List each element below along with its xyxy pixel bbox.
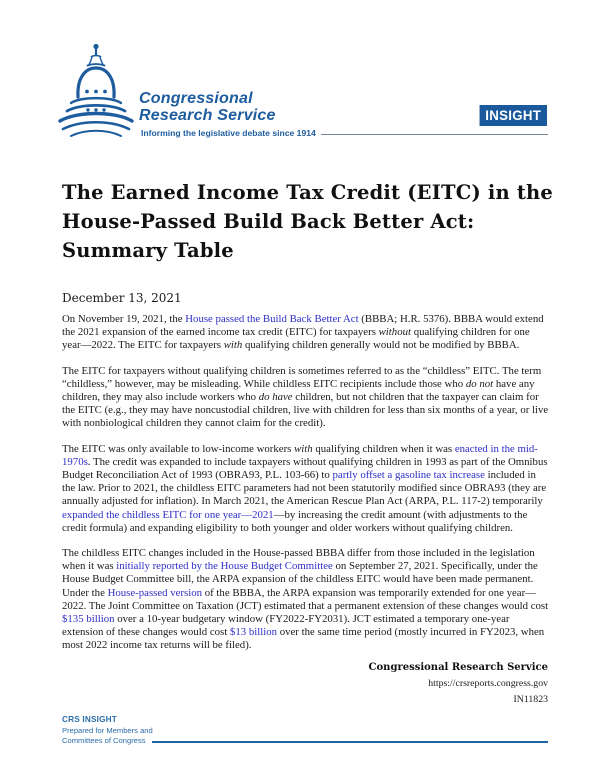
footer-divider bbox=[152, 741, 548, 743]
text-run: (BBBA; H.R. 5376). BBBA would extend the 2021 expansion of the earned income tax credit (EITC) for taxpayers bbox=[62, 313, 544, 339]
footer-crs-insight-label: CRS INSIGHT bbox=[62, 715, 117, 724]
title-line-3: Summary Table bbox=[62, 239, 234, 262]
paragraph bbox=[62, 313, 550, 353]
emphasis-text: with bbox=[294, 442, 313, 455]
text-run: . The credit was expanded to include taxpayers without qualifying children in 1993 as part of the Omnibus Budget Reconciliation Act of 1993 (OBRA93, P.L. 103-66) to bbox=[62, 455, 548, 482]
text-run: The EITC for taxpayers without qualifying children is sometimes referred to as the “childless” EITC. The term “childless,” however, may be misleading. While childless EITC recipients include those who bbox=[62, 364, 542, 390]
text-run: The childless EITC changes included in the House-passed BBBA differ from those included in the legislation when it was bbox=[62, 547, 535, 573]
text-run: On November 19, 2021, the bbox=[62, 313, 186, 325]
capitol-dome-icon bbox=[57, 41, 135, 141]
text-run: qualifying children when it was bbox=[312, 442, 455, 455]
article-body bbox=[62, 313, 550, 665]
brand-line2: Research Service bbox=[139, 106, 276, 124]
brand-line1: Congressional bbox=[139, 90, 253, 107]
inline-link[interactable]: partly offset a gasoline tax increase bbox=[332, 469, 485, 482]
footer-prepared-line2: Committees of Congress bbox=[62, 736, 146, 745]
inline-link[interactable]: expanded the childless EITC for one year—2021 bbox=[62, 508, 274, 521]
tagline-row bbox=[141, 128, 548, 138]
text-run: over a 10-year budgetary window (FY2022-FY2031). JCT estimated a temporary one-year extension of these changes would cost bbox=[62, 613, 510, 639]
footer-org-name: Congressional Research Service bbox=[368, 662, 548, 673]
text-run: qualifying children generally would not be modified by BBBA. bbox=[242, 339, 520, 352]
text-run: of the BBBA, the ARPA expansion was temporarily extended for one year—2022. The Joint Committee on Taxation (JCT) estimated that a permanent extension of these changes would cost bbox=[62, 586, 549, 612]
brand-tagline: Informing the legislative debate since 1914 bbox=[141, 128, 316, 138]
text-run: children, but not children that the taxpayer can claim for the EITC (e.g., they may have noncustodial children, live with children for less than six months of a year, or live with nonbiological children they cannot claim for the credit). bbox=[62, 391, 549, 430]
text-run: —by increasing the credit amount (with adjustments to the credit formula) and expanding eligibility to both younger and older workers without qualifying children. bbox=[62, 508, 528, 534]
paragraph bbox=[62, 443, 550, 535]
insight-badge: INSIGHT bbox=[480, 105, 547, 126]
paragraph bbox=[62, 547, 550, 653]
text-run: have any children, they may also include workers who bbox=[62, 377, 535, 404]
text-run: qualifying children for one year—2022. The EITC for taxpayers bbox=[62, 326, 530, 352]
emphasis-text: without bbox=[378, 326, 411, 339]
inline-link[interactable]: House-passed version bbox=[107, 586, 203, 599]
emphasis-text: with bbox=[223, 339, 243, 352]
footer-prepared-line1: Prepared for Members and bbox=[62, 725, 153, 735]
inline-link[interactable]: $13 billion bbox=[229, 626, 278, 639]
report-number: IN11823 bbox=[513, 694, 548, 705]
footer-prepared-row bbox=[62, 736, 548, 747]
text-run: over the same time period (mostly incurred in FY2023, when most 2022 income tax returns will be filed). bbox=[62, 626, 545, 652]
brand-wordmark bbox=[139, 91, 276, 124]
footer-attribution bbox=[369, 660, 548, 708]
footer-brand-block bbox=[62, 715, 548, 747]
inline-link[interactable]: initially reported by the House Budget Committee bbox=[116, 560, 333, 573]
page-title bbox=[62, 178, 553, 265]
inline-link[interactable]: enacted in the mid-1970s bbox=[62, 442, 538, 468]
publication-date: December 13, 2021 bbox=[62, 291, 182, 305]
inline-link[interactable]: $135 billion bbox=[62, 613, 115, 626]
title-line-1: The Earned Income Tax Credit (EITC) in the bbox=[62, 181, 554, 204]
emphasis-text: do have bbox=[258, 391, 293, 404]
text-run: The EITC was only available to low-income workers bbox=[62, 442, 295, 455]
text-run: included in the law. Prior to 2021, the childless EITC parameters had not been statutorily modified since OBRA93 (they are annually adjusted for inflation). In March 2021, the American Rescue Plan Act (ARPA, P.L. 117-2) temporarily bbox=[62, 469, 547, 508]
header-divider bbox=[321, 134, 548, 135]
footer-url-link[interactable]: https://crsreports.congress.gov bbox=[428, 678, 548, 689]
emphasis-text: do not bbox=[465, 377, 494, 390]
inline-link[interactable]: House passed the Build Back Better Act bbox=[185, 313, 359, 325]
crs-logo bbox=[57, 41, 135, 146]
paragraph bbox=[62, 365, 550, 431]
text-run: on September 27, 2021. Specifically, under the House Budget Committee bill, the ARPA expansion of the childless EITC would have been made permanent. Under the bbox=[62, 560, 538, 599]
title-line-2: House-Passed Build Back Better Act: bbox=[62, 210, 475, 233]
